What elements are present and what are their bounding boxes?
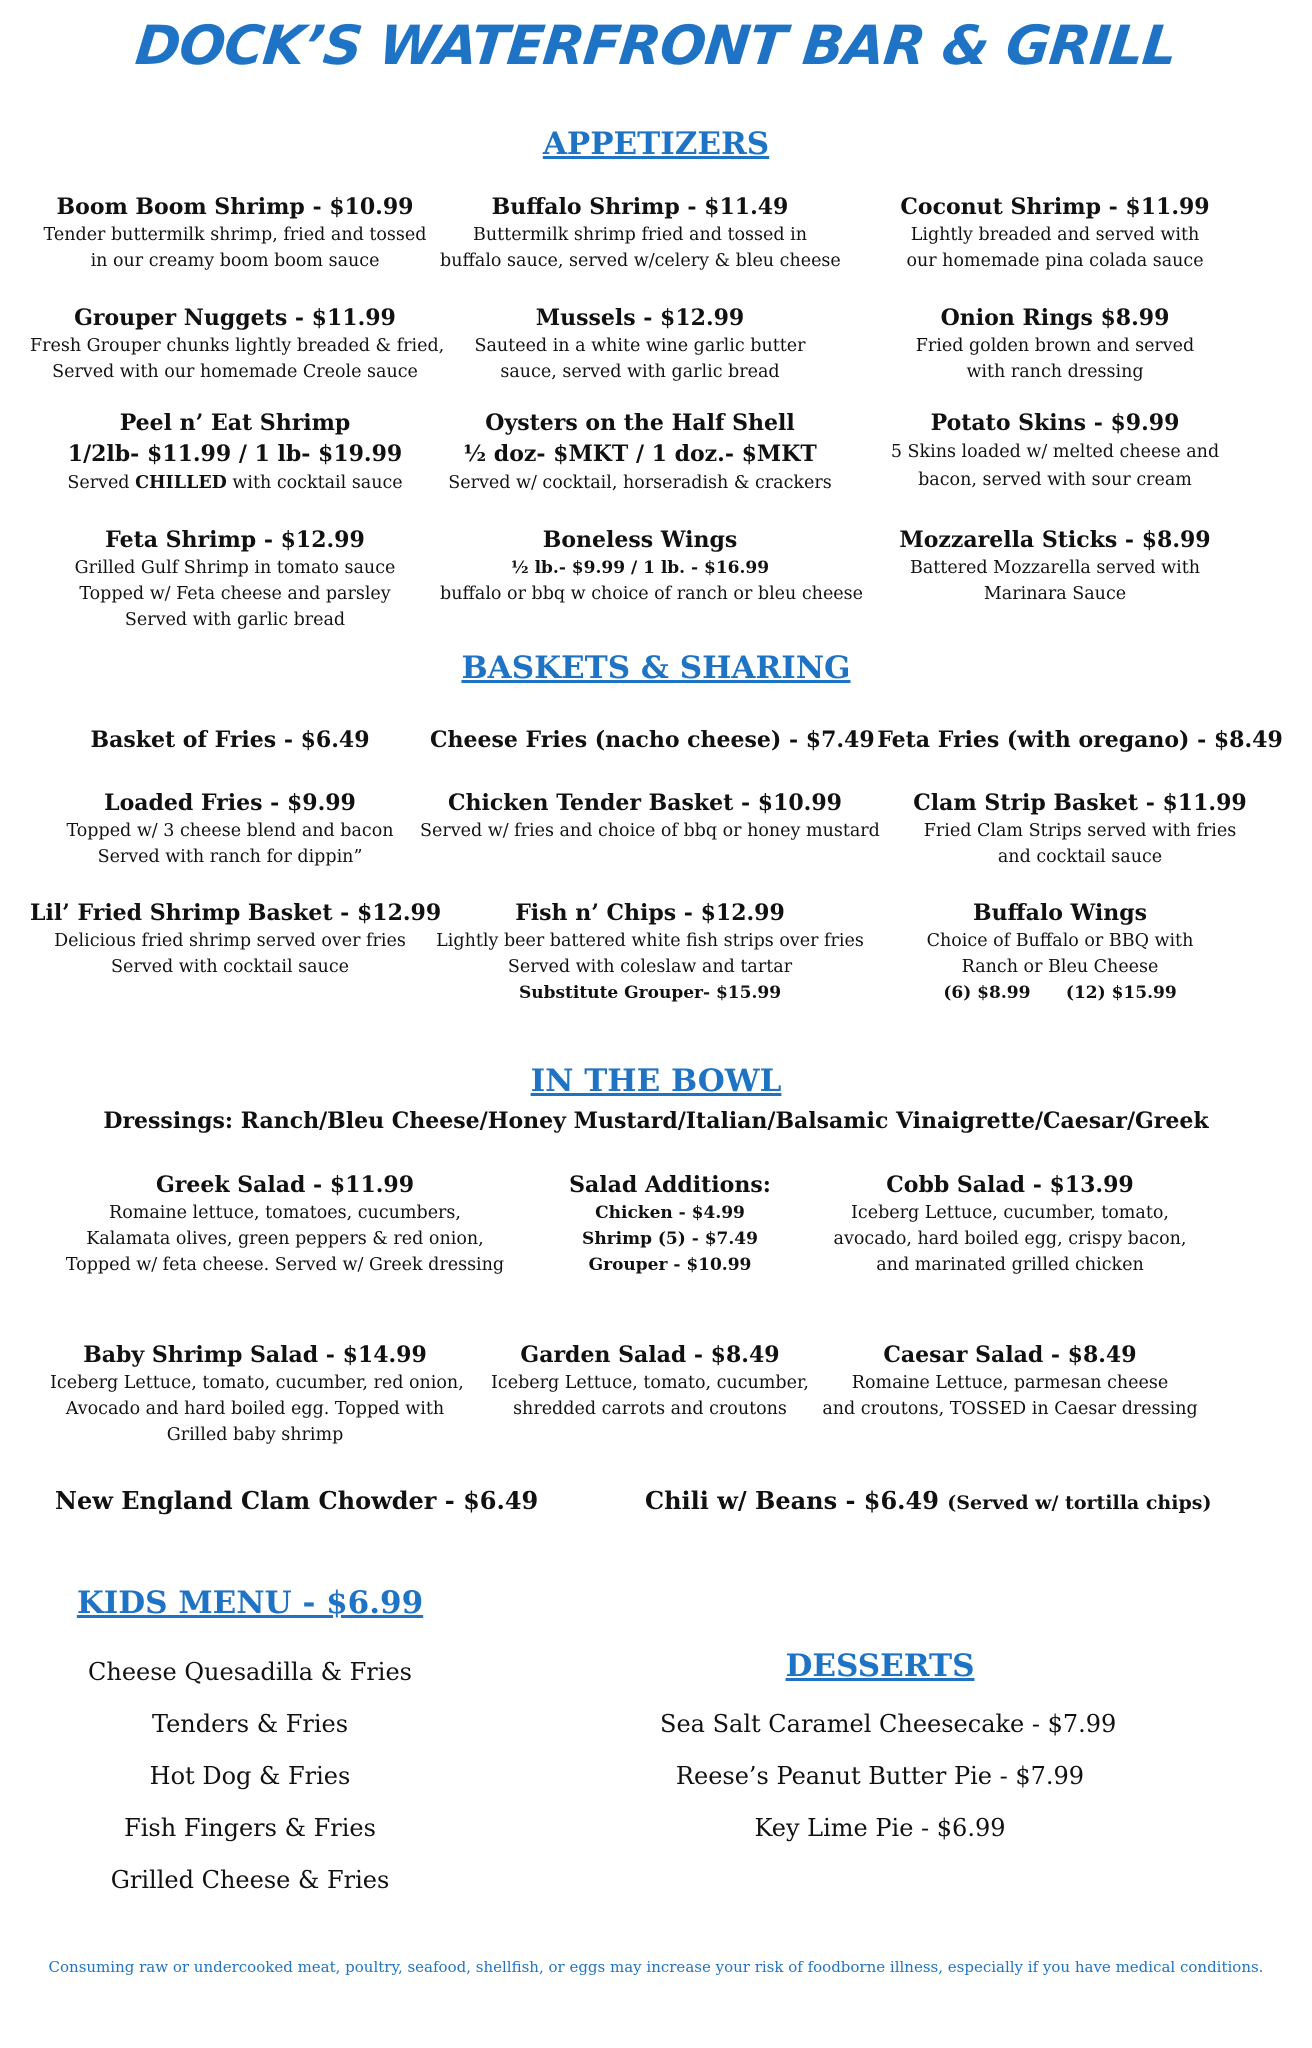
item-name: Cheese Fries (nacho cheese) - $7.49	[430, 727, 875, 753]
item-desc: Avocado and hard boiled egg. Topped with	[65, 1399, 445, 1419]
item-desc: Grilled Gulf Shrimp in tomato sauce	[74, 558, 396, 578]
list-item: Cheese Quesadilla & Fries	[88, 1658, 412, 1686]
item-desc: Fried golden brown and served	[915, 336, 1195, 356]
item-desc: Grilled baby shrimp	[166, 1425, 344, 1445]
chili-with-beans	[645, 1486, 1211, 1515]
dressings-list: Dressings: Ranch/Bleu Cheese/Honey Mustard/Italian/Balsamic Vinaigrette/Caesar/Greek	[103, 1108, 1209, 1134]
menu-item	[440, 525, 863, 607]
item-name: Loaded Fries - $9.99	[104, 790, 356, 816]
item-desc: Topped w/ 3 cheese blend and bacon	[66, 821, 394, 841]
item-name: Mussels - $12.99	[535, 305, 745, 331]
item-name: Buffalo Wings	[972, 900, 1148, 926]
item-desc: Served with ranch for dippin”	[97, 847, 363, 867]
menu-item	[430, 725, 875, 755]
item-price: ½ doz- $MKT / 1 doz.- $MKT	[463, 441, 817, 467]
item-desc: Iceberg Lettuce, tomato, cucumber, red onion,	[50, 1373, 464, 1393]
item-name: Potato Skins - $9.99	[930, 410, 1180, 436]
menu-item	[440, 408, 840, 496]
menu-item	[820, 1340, 1200, 1422]
item-desc: Ranch or Bleu Cheese	[961, 957, 1159, 977]
baskets-heading: BASKETS & SHARING	[461, 650, 851, 686]
item-name: Garden Salad - $8.49	[520, 1342, 780, 1368]
item-name: Cobb Salad - $13.99	[886, 1172, 1134, 1198]
chili-note: (Served w/ tortilla chips)	[947, 1492, 1212, 1514]
item-desc: Romaine lettuce, tomatoes, cucumbers,	[109, 1203, 461, 1223]
addition-chicken: Chicken - $4.99	[595, 1203, 745, 1223]
kids-list	[40, 1646, 460, 1906]
item-desc: Topped w/ Feta cheese and parsley	[79, 584, 391, 604]
menu-item	[850, 408, 1260, 494]
item-name: Greek Salad - $11.99	[155, 1172, 415, 1198]
item-name: Clam Strip Basket - $11.99	[913, 790, 1247, 816]
addition-shrimp: Shrimp (5) - $7.49	[582, 1229, 758, 1249]
item-desc: bacon, served with sour cream	[918, 470, 1192, 490]
item-name: Boneless Wings	[542, 527, 738, 553]
item-name: Grouper Nuggets - $11.99	[74, 305, 396, 331]
item-desc: Choice of Buffalo or BBQ with	[926, 931, 1194, 951]
item-desc: Served with coleslaw and tartar	[507, 957, 793, 977]
item-desc: buffalo sauce, served w/celery & bleu cheese	[440, 251, 841, 271]
restaurant-title: DOCK’S WATERFRONT BAR & GRILL	[132, 14, 1180, 77]
item-desc: Served w/ cocktail, horseradish & crackers	[448, 473, 832, 493]
menu-item	[850, 525, 1260, 607]
item-desc: sauce, served with garlic bread	[500, 362, 780, 382]
menu-item	[850, 303, 1260, 385]
item-desc: Marinara Sauce	[983, 584, 1127, 604]
item-desc: in our creamy boom boom sauce	[90, 251, 380, 271]
item-desc: Served w/ fries and choice of bbq or honey mustard	[420, 821, 880, 841]
item-name: Oysters on the Half Shell	[485, 410, 795, 436]
appetizers-heading: APPETIZERS	[542, 126, 770, 162]
item-name: Salad Additions:	[569, 1172, 771, 1198]
item-desc: shredded carrots and croutons	[513, 1399, 787, 1419]
kids-heading: KIDS MENU - $6.99	[76, 1585, 424, 1621]
item-name: Boom Boom Shrimp - $10.99	[56, 194, 414, 220]
menu-item	[820, 1170, 1200, 1278]
list-item: Hot Dog & Fries	[149, 1762, 351, 1790]
desserts-heading: DESSERTS	[785, 1648, 975, 1684]
item-desc: buffalo or bbq w choice of ranch or bleu cheese	[440, 584, 863, 604]
item-desc: with ranch dressing	[966, 362, 1144, 382]
item-price: (6) $8.99 (12) $15.99	[943, 983, 1177, 1003]
item-desc: Topped w/ feta cheese. Served w/ Greek dressing	[65, 1255, 505, 1275]
menu-item	[30, 192, 440, 274]
item-desc: Tender buttermilk shrimp, fried and tossed	[43, 225, 427, 245]
menu-item	[480, 1340, 820, 1422]
item-desc: Fresh Grouper chunks lightly breaded & fried,	[30, 336, 445, 356]
item-desc: Romaine Lettuce, parmesan cheese	[851, 1373, 1169, 1393]
item-name: Buffalo Shrimp - $11.49	[491, 194, 789, 220]
item-name: Basket of Fries - $6.49	[90, 727, 370, 753]
menu-item	[850, 192, 1260, 274]
menu-item	[30, 408, 440, 496]
menu-item	[430, 898, 870, 1006]
item-desc: and marinated grilled chicken	[876, 1255, 1144, 1275]
menu-item	[60, 1170, 510, 1278]
list-item: Grilled Cheese & Fries	[110, 1866, 390, 1894]
item-desc: our homemade pina colada sauce	[906, 251, 1204, 271]
item-name: Mozzarella Sticks - $8.99	[899, 527, 1211, 553]
item-desc: Served CHILLED with cocktail sauce	[67, 473, 403, 493]
item-name: Chicken Tender Basket - $10.99	[448, 790, 842, 816]
list-item: Reese’s Peanut Butter Pie - $7.99	[675, 1762, 1085, 1790]
item-desc: Served with our homemade Creole sauce	[52, 362, 418, 382]
item-name: Coconut Shrimp - $11.99	[900, 194, 1210, 220]
list-item: Sea Salt Caramel Cheesecake - $7.99	[660, 1710, 1117, 1738]
item-desc: and croutons, TOSSED in Caesar dressing	[822, 1399, 1198, 1419]
desserts-list	[660, 1698, 1117, 1854]
item-desc: Fried Clam Strips served with fries	[923, 821, 1237, 841]
item-desc: Buttermilk shrimp fried and tossed in	[473, 225, 807, 245]
menu-item	[420, 788, 880, 844]
menu-item	[520, 1170, 820, 1278]
item-desc: Iceberg Lettuce, cucumber, tomato,	[851, 1203, 1169, 1223]
item-price: Substitute Grouper- $15.99	[518, 983, 782, 1003]
item-desc: Lightly breaded and served with	[910, 225, 1200, 245]
menu-item	[30, 725, 430, 755]
item-desc: Served with garlic bread	[124, 610, 346, 630]
item-desc: Sauteed in a white wine garlic butter	[474, 336, 806, 356]
menu-item	[30, 898, 442, 980]
item-name: Caesar Salad - $8.49	[883, 1342, 1137, 1368]
menu-item	[30, 788, 430, 870]
item-desc: Delicious fried shrimp served over fries	[54, 931, 406, 951]
list-item: Fish Fingers & Fries	[124, 1814, 376, 1842]
menu-item	[50, 1340, 464, 1448]
item-name: Feta Shrimp - $12.99	[105, 527, 365, 553]
menu-item	[440, 192, 840, 274]
item-name: Feta Fries (with oregano) - $8.49	[877, 727, 1283, 753]
item-name: Onion Rings $8.99	[940, 305, 1170, 331]
item-name: Peel n’ Eat Shrimp	[119, 410, 351, 436]
item-desc: Battered Mozzarella served with	[909, 558, 1201, 578]
item-price: 1/2lb- $11.99 / 1 lb- $19.99	[67, 441, 403, 467]
clam-chowder: New England Clam Chowder - $6.49	[55, 1486, 539, 1515]
menu-item	[860, 898, 1260, 1006]
item-desc: and cocktail sauce	[997, 847, 1163, 867]
food-safety-disclaimer: Consuming raw or undercooked meat, poultry, seafood, shellfish, or eggs may increase your risk of foodborne illness, especially if you have medical conditions.	[48, 1958, 1264, 1976]
item-desc: Iceberg Lettuce, tomato, cucumber,	[491, 1373, 809, 1393]
item-desc: avocado, hard boiled egg, crispy bacon,	[833, 1229, 1187, 1249]
item-price: ½ lb.- $9.99 / 1 lb. - $16.99	[510, 558, 770, 578]
menu-item	[860, 725, 1300, 755]
list-item: Tenders & Fries	[151, 1710, 349, 1738]
item-name: Fish n’ Chips - $12.99	[515, 900, 785, 926]
menu-item	[870, 788, 1290, 870]
item-name: Lil’ Fried Shrimp Basket - $12.99	[30, 900, 442, 926]
addition-grouper: Grouper - $10.99	[588, 1255, 752, 1275]
item-desc: Served with cocktail sauce	[111, 957, 349, 977]
item-desc: Lightly beer battered white fish strips over fries	[436, 931, 864, 951]
menu-item	[440, 303, 840, 385]
item-desc: 5 Skins loaded w/ melted cheese and	[890, 442, 1220, 462]
bowl-heading: IN THE BOWL	[530, 1063, 782, 1099]
chili-name: Chili w/ Beans - $6.49	[645, 1486, 939, 1515]
list-item: Key Lime Pie - $6.99	[754, 1814, 1006, 1842]
menu-item	[30, 525, 440, 633]
item-desc: Kalamata olives, green peppers & red onion,	[86, 1229, 484, 1249]
menu-item	[30, 303, 445, 385]
item-name: Baby Shrimp Salad - $14.99	[83, 1342, 427, 1368]
